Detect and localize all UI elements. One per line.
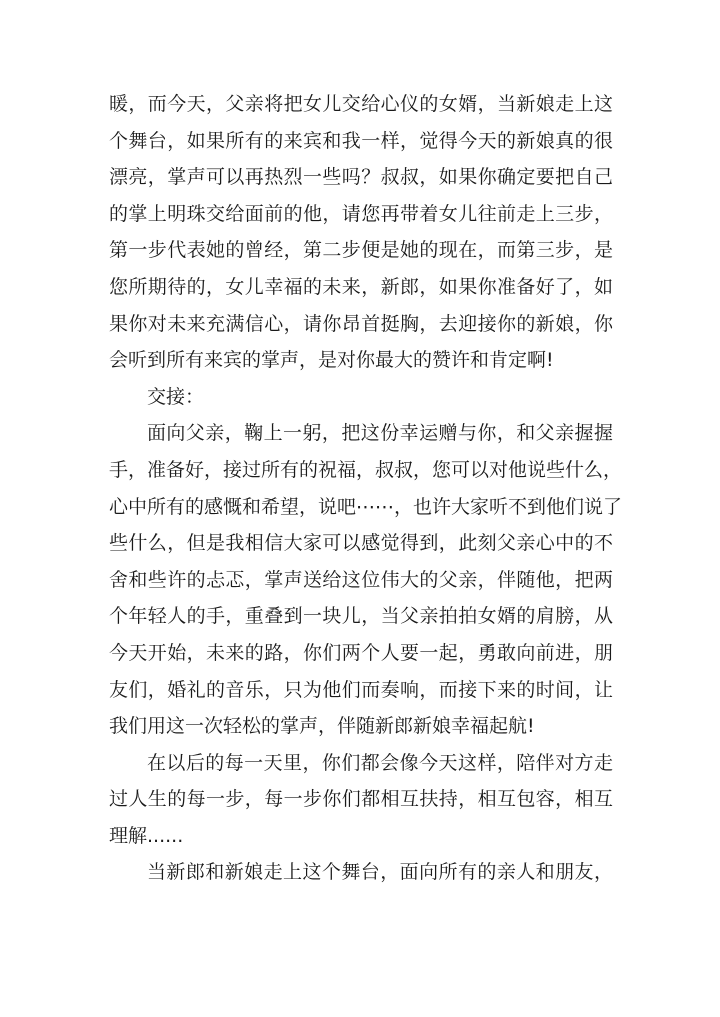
text-line: 今天开始，未来的路，你们两个人要一起，勇敢向前进，朋 (109, 641, 613, 664)
text-line: 个舞台，如果所有的来宾和我一样，觉得今天的新娘真的很 (109, 129, 613, 152)
document-page (109, 86, 623, 891)
text-line: 会听到所有来宾的掌声，是对你最大的赞许和肯定啊! (109, 349, 554, 372)
text-line: 第一步代表她的曾经，第二步便是她的现在，而第三步，是 (109, 239, 613, 262)
text-line: 果你对未来充满信心，请你昂首挺胸，去迎接你的新娘，你 (109, 312, 613, 335)
text-line: 手，准备好，接过所有的祝福，叔叔，您可以对他说些什么， (109, 458, 623, 481)
text-line: 理解...... (109, 824, 184, 847)
paragraph-5 (109, 854, 613, 891)
paragraph-3 (109, 415, 623, 744)
paragraph-4 (109, 745, 613, 855)
text-line: 我们用这一次轻松的掌声，伴随新郎新娘幸福起航! (109, 715, 535, 738)
text-line: 过人生的每一步，每一步你们都相互扶持，相互包容，相互 (109, 788, 613, 811)
text-line: 的掌上明珠交给面前的他，请您再带着女儿往前走上三步， (109, 202, 613, 225)
paragraph-2-heading (109, 379, 613, 416)
section-label: 交接： (147, 385, 205, 408)
text-line: 漂亮，掌声可以再热烈一些吗？叔叔，如果你确定要把自己 (109, 166, 613, 189)
text-line: 暖，而今天，父亲将把女儿交给心仪的女婿，当新娘走上这 (109, 93, 613, 115)
text-line: 些什么，但是我相信大家可以感觉得到，此刻父亲心中的不 (109, 532, 613, 555)
text-line: 个年轻人的手，重叠到一块儿，当父亲拍拍女婿的肩膀，从 (109, 605, 613, 628)
text-line: 当新郎和新娘走上这个舞台，面向所有的亲人和朋友， (147, 861, 613, 884)
text-line: 您所期待的，女儿幸福的未来，新郎，如果你准备好了，如 (109, 275, 613, 298)
text-line: 友们，婚礼的音乐，只为他们而奏响，而接下来的时间，让 (109, 678, 613, 701)
text-line: 面向父亲，鞠上一躬，把这份幸运赠与你，和父亲握握 (147, 422, 613, 445)
text-line: 心中所有的感慨和希望，说吧⋯⋯，也许大家听不到他们说了 (109, 495, 623, 518)
paragraph-1 (109, 86, 613, 379)
text-line: 舍和些许的忐忑，掌声送给这位伟大的父亲，伴随他，把两 (109, 568, 613, 591)
text-line: 在以后的每一天里，你们都会像今天这样，陪伴对方走 (147, 751, 613, 774)
